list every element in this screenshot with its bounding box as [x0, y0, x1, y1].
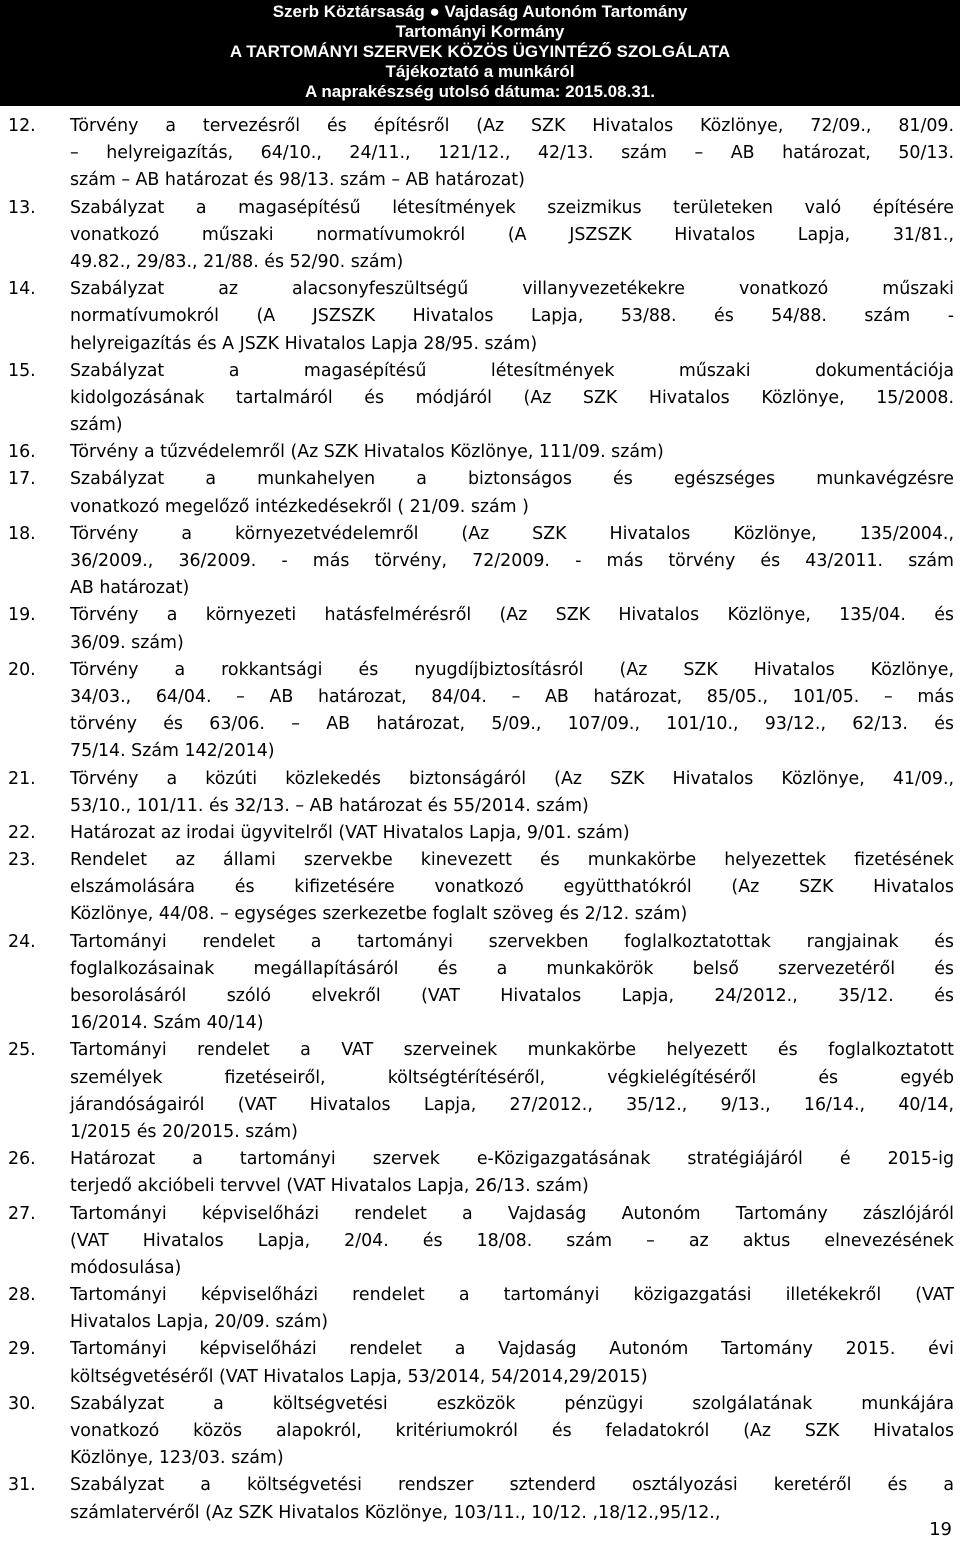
list-item-number: 29. [8, 1339, 36, 1360]
list-item-text [70, 657, 954, 766]
text-line: terjedő akcióbeli tervvel (VAT Hivatalos Lapja, 26/13. szám) [70, 1176, 589, 1197]
text-line: AB határozat) [70, 578, 190, 599]
list-item-number: 22. [8, 822, 36, 843]
list-item [0, 1201, 960, 1283]
text-line: szám) [70, 415, 123, 436]
header-line-update-date: A naprakészség utolsó dátuma: 2015.08.31. [305, 82, 655, 101]
list-item-number: 15. [8, 360, 36, 381]
list-item-number: 30. [8, 1393, 36, 1414]
list-item-text [70, 820, 954, 847]
list-item [0, 1336, 960, 1390]
list-item-number: 24. [8, 931, 36, 952]
list-item-text [70, 276, 954, 358]
list-item-text [70, 1336, 954, 1390]
text-line: Közlönye, 44/08. – egységes szerkezetbe foglalt szöveg és 2/12. szám) [70, 904, 688, 925]
text-line: járandóságairól (VAT Hivatalos Lapja, 27/2012., 35/12., 9/13., 16/14., 40/14, [70, 1094, 954, 1115]
header-line-service: A TARTOMÁNYI SZERVEK KÖZÖS ÜGYINTÉZŐ SZOLGÁLATA [229, 42, 731, 61]
page-number: 19 [929, 1519, 952, 1540]
list-item-text [70, 439, 954, 466]
list-item-number: 13. [8, 197, 36, 218]
list-item-text [70, 1201, 954, 1283]
text-line: Hivatalos Lapja, 20/09. szám) [70, 1312, 329, 1333]
list-item-text [70, 195, 954, 277]
text-line: 49.82., 29/83., 21/88. és 52/90. szám) [70, 251, 404, 272]
text-line: helyreigazítás és A JSZK Hivatalos Lapja 28/95. szám) [70, 333, 538, 354]
list-item-text [70, 766, 954, 820]
text-line: Határozat a tartományi szervek e-Közigazgatásának stratégiájáról é 2015-ig [70, 1149, 954, 1170]
text-line: elszámolására és kifizetésére vonatkozó együtthatókról (Az SZK Hivatalos [70, 877, 954, 898]
list-item-number: 17. [8, 469, 36, 490]
text-line: személyek fizetéseiről, költségtérítéséről, végkielégítéséről és egyéb [70, 1067, 954, 1088]
list-item [0, 602, 960, 656]
text-line: Szabályzat a magasépítésű létesítmények szeizmikus területeken való építésére [70, 197, 954, 218]
list-item-number: 19. [8, 605, 36, 626]
text-line: törvény és 63/06. – AB határozat, 5/09., 107/09., 101/10., 93/12., 62/13. és [70, 714, 954, 735]
text-line: számlatervéről (Az SZK Hivatalos Közlönye, 103/11., 10/12. ,18/12.,95/12., [70, 1502, 721, 1523]
text-line: Szabályzat a munkahelyen a biztonságos és egészséges munkavégzésre [70, 469, 954, 490]
list-item-text [70, 358, 954, 440]
text-line: 1/2015 és 20/2015. szám) [70, 1121, 298, 1142]
law-list [0, 113, 960, 1527]
list-item [0, 1146, 960, 1200]
text-line: 53/10., 101/11. és 32/13. – AB határozat és 55/2014. szám) [70, 795, 589, 816]
list-item [0, 657, 960, 766]
list-item-text [70, 1146, 954, 1200]
text-line: vonatkozó műszaki normatívumokról (A JSZSZK Hivatalos Lapja, 31/81., [70, 224, 954, 245]
list-item [0, 847, 960, 929]
list-item-text [70, 1472, 954, 1526]
list-item-number: 12. [8, 116, 36, 136]
text-line: Közlönye, 123/03. szám) [70, 1448, 284, 1469]
list-item [0, 1472, 960, 1526]
text-line: normatívumokról (A JSZSZK Hivatalos Lapja, 53/88. és 54/88. szám - [70, 306, 954, 327]
text-line: Törvény a környezetvédelemről (Az SZK Hivatalos Közlönye, 135/2004., [70, 523, 954, 544]
list-item [0, 466, 960, 520]
text-line: Törvény a közúti közlekedés biztonságáról (Az SZK Hivatalos Közlönye, 41/09., [70, 768, 954, 789]
text-line: Szabályzat az alacsonyfeszültségű villanyvezetékekre vonatkozó műszaki [70, 279, 954, 300]
list-item [0, 195, 960, 277]
list-item-text [70, 1037, 954, 1146]
text-line: Szabályzat a magasépítésű létesítmények műszaki dokumentációja [70, 360, 954, 381]
list-item [0, 1037, 960, 1146]
list-item-number: 26. [8, 1149, 36, 1170]
list-item-number: 18. [8, 523, 36, 544]
list-item-text [70, 521, 954, 603]
list-item-text [70, 1282, 954, 1336]
text-line: Tartományi rendelet a VAT szerveinek munkakörbe helyezett és foglalkoztatott [70, 1040, 954, 1061]
text-line: szám – AB határozat és 98/13. szám – AB határozat) [70, 170, 525, 191]
list-item-number: 21. [8, 768, 36, 789]
text-line: Határozat az irodai ügyvitelről (VAT Hivatalos Lapja, 9/01. szám) [70, 822, 630, 843]
list-item-number: 23. [8, 850, 36, 871]
header-line-country: Szerb Köztársaság ● Vajdaság Autonóm Tartomány [272, 2, 688, 21]
list-item-text [70, 1391, 954, 1473]
text-line: Tartományi képviselőházi rendelet a tartományi közigazgatási illetékekről (VAT [70, 1285, 954, 1306]
header-line-government: Tartományi Kormány [395, 22, 565, 41]
text-line: 36/2009., 36/2009. - más törvény, 72/2009. - más törvény és 43/2011. szám [70, 551, 954, 572]
text-line: 34/03., 64/04. – AB határozat, 84/04. – AB határozat, 85/05., 101/05. – más [70, 686, 954, 707]
list-item-text [70, 113, 954, 195]
text-line: foglalkozásainak megállapításáról és a munkakörök belső szervezetéről és [70, 958, 954, 979]
text-line: besorolásáról szóló elvekről (VAT Hivatalos Lapja, 24/2012., 35/12. és [70, 986, 954, 1007]
text-line: Szabályzat a költségvetési eszközök pénzügyi szolgálatának munkájára [70, 1393, 954, 1414]
text-line: Tartományi képviselőházi rendelet a Vajdaság Autonóm Tartomány zászlójáról [70, 1203, 954, 1224]
text-line: Tartományi rendelet a tartományi szervekben foglalkoztatottak rangjainak és [70, 931, 954, 952]
list-item-number: 14. [8, 279, 36, 300]
list-item-number: 31. [8, 1475, 36, 1496]
document-header [0, 0, 960, 106]
text-line: Tartományi képviselőházi rendelet a Vajdaság Autonóm Tartomány 2015. évi [70, 1339, 954, 1360]
text-line: 16/2014. Szám 40/14) [70, 1013, 264, 1034]
text-line: Törvény a környezeti hatásfelmérésről (Az SZK Hivatalos Közlönye, 135/04. és [70, 605, 954, 626]
list-item-number: 16. [8, 442, 36, 463]
list-item [0, 820, 960, 847]
list-item [0, 929, 960, 1038]
text-line: Törvény a tervezésről és építésről (Az SZK Hivatalos Közlönye, 72/09., 81/09. [70, 116, 954, 136]
text-line: vonatkozó közös alapokról, kritériumokról és feladatokról (Az SZK Hivatalos [70, 1421, 954, 1442]
text-line: kidolgozásának tartalmáról és módjáról (Az SZK Hivatalos Közlönye, 15/2008. [70, 387, 954, 408]
header-line-document-title: Tájékoztató a munkáról [385, 62, 575, 81]
list-item-number: 28. [8, 1285, 36, 1306]
text-line: költségvetéséről (VAT Hivatalos Lapja, 53/2014, 54/2014,29/2015) [70, 1366, 648, 1387]
text-line: (VAT Hivatalos Lapja, 2/04. és 18/08. szám – az aktus elnevezésének [70, 1230, 954, 1251]
text-line: 75/14. Szám 142/2014) [70, 741, 275, 762]
text-line: vonatkozó megelőző intézkedésekről ( 21/09. szám ) [70, 496, 529, 517]
list-item [0, 1282, 960, 1336]
text-line: Törvény a rokkantsági és nyugdíjbiztosításról (Az SZK Hivatalos Közlönye, [70, 659, 954, 680]
text-line: módosulása) [70, 1257, 182, 1278]
text-line: 36/09. szám) [70, 632, 184, 653]
list-item [0, 358, 960, 440]
list-item-number: 20. [8, 659, 36, 680]
list-item-text [70, 847, 954, 929]
list-item-text [70, 602, 954, 656]
list-item-text [70, 929, 954, 1038]
text-line: Rendelet az állami szervekbe kinevezett és munkakörbe helyezettek fizetésének [70, 850, 954, 871]
list-item [0, 276, 960, 358]
list-item-text [70, 466, 954, 520]
list-item [0, 113, 960, 195]
text-line: Törvény a tűzvédelemről (Az SZK Hivatalos Közlönye, 111/09. szám) [70, 442, 664, 463]
list-item-number: 25. [8, 1040, 36, 1061]
list-item [0, 521, 960, 603]
list-item [0, 1391, 960, 1473]
list-item [0, 766, 960, 820]
list-item [0, 439, 960, 466]
text-line: Szabályzat a költségvetési rendszer sztenderd osztályozási keretéről és a [70, 1475, 954, 1496]
text-line: – helyreigazítás, 64/10., 24/11., 121/12., 42/13. szám – AB határozat, 50/13. [70, 143, 954, 164]
list-item-number: 27. [8, 1203, 36, 1224]
